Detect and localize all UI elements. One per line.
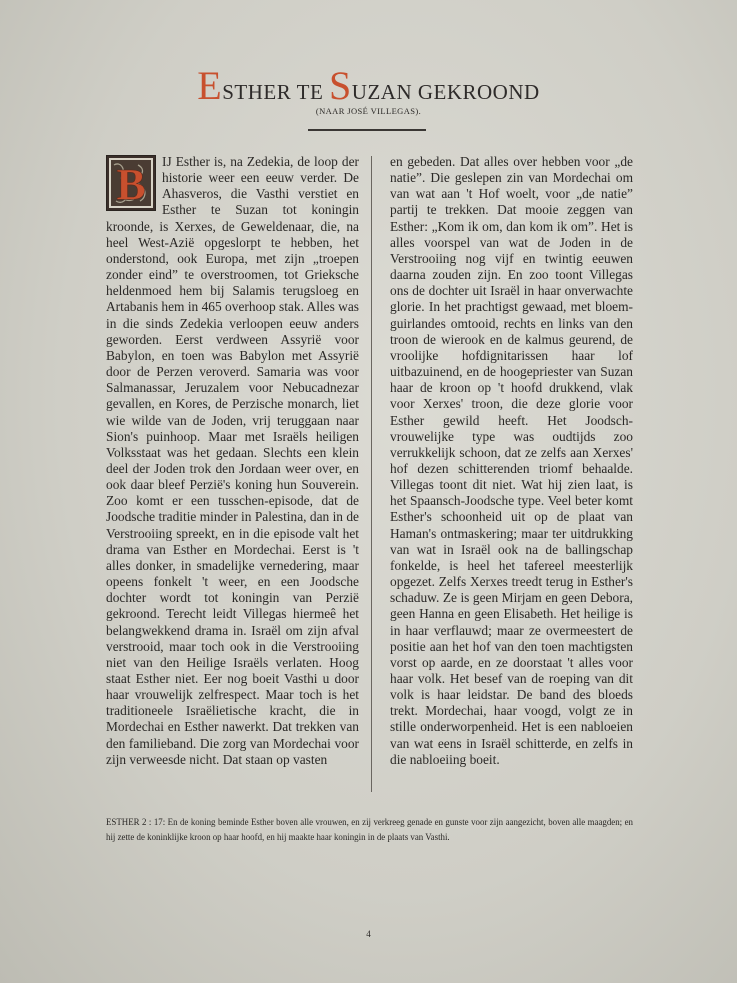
illuminated-initial-icon <box>106 155 156 211</box>
title-text-part2: UZAN GEKROOND <box>351 80 540 104</box>
title-initial-e: E <box>197 63 223 108</box>
right-column <box>390 154 633 768</box>
initial-letter: B <box>116 160 146 209</box>
left-column-text: IJ Esther is, na Zedekia, de loop der historie weer een eeuw verder. De Ahasveros, die Vasthi verstiet en Esther te Suzan tot koningin kroonde, is Xerxes, de Geweldenaar, die, na heel West-Azië opgeslorpt te hebben, het onderstond, ook Europa, met zijn „troepen zonder eind” te overstroomen, tot Grieksche heldenmoed hem bij Salamis terugsloeg en Artabanis hem in 465 overhoop stak. Alles was in die sinds Zedekia verloopen eeuw anders geworden. Eerst verdween Assyrië voor Babylon, en toen was Babylon met Assyrië door de Perzen veroverd. Samaria was voor Salmanassar, Jeruzalem voor Nebucadnezar gevallen, en Kores, de Perzische monarch, liet wie wilde van de Joden, vrij teruggaan naar Sion's puinhoop. Maar met Israëls heiligen Volksstaat was het gedaan. Slechts een klein deel der Joden trok den Jordaan weer over, en ook daar bleef Perzië's koning hun Souverein. Zoo komt er een tusschen-episode, dat de Joodsche traditie minder in Palestina, dan in de Verstrooiing spreekt, en in die episode valt het drama van Esther en Mordechai. Eerst is 't alles donker, in smadelijke vernedering, maar opeens fonkelt 't weer, en een Joodsche dochter wordt tot koningin van Perzië gekroond. Terecht leidt Villegas hiermeê het belangwekkend drama in. Israël om zijn afval verstrooid, maar toch ook in die Verstrooiing niet van den Heilige Israëls verlaten. Hoog staat Esther niet. Eer nog boeit Vasthi u door haar vrouwelijk zelfrespect. Maar toch is het traditioneele Israëlietische kracht, die in Mordechai en Esther nawerkt. Dat trekken van den familieband. Die zorg van Mordechai voor zijn verweesde nicht. Dat staan op vasten <box>106 154 359 767</box>
column-divider <box>371 156 372 792</box>
page-subtitle: (NAAR JOSÉ VILLEGAS). <box>315 106 422 116</box>
title-rule <box>308 129 426 131</box>
right-column-text: en gebeden. Dat alles over hebben voor „de natie”. Die geslepen zin van Mordechai om van wat aan 't Hof woelt, voor „de natie” partij te trekken. Dat mooie zeggen van Esther: „Kom ik om, dan kom ik om”. Het is alles voorspel van wat de Joden in de Verstrooiing nog vijf en twintig eeuwen daarna zouden zijn. En zoo toont Villegas ons de dochter uit Israël in haar onverwachte glorie. In het prachtigst gewaad, met bloem-guirlandes omtooid, rechts en links van den troon de wierook en de kalmus geurend, de vroolijke hofdignitarissen haar lof uitbazuinend, en de hoogepriester van Suzan haar de kroon op 't hoofd drukkend, vlak voor Xerxes' troon, die deze glorie voor Esther gewild heeft. Het Joodsch-vrouwelijke type was oudtijds zoo verrukkelijk schoon, dat ze zelfs aan Xerxes' hof dezen schitterenden triomf behaalde. Villegas toont dit niet. Wat hij zien laat, is het Spaansch-Joodsche type. Veel beter komt Esther's schoonheid uit op de plaat van Haman's ontmaskering; maar ter uitdrukking van wat in Israël ook na de ballingschap fonkelde, is heel het tafereel meesterlijk opgezet. Zelfs Xerxes treedt terug in Esther's schaduw. Ze is geen Mirjam en geen Debora, geen Hanna en geen Elisabeth. Het heilige is in haar verflauwd; maar ze overmeestert de positie aan het hof van den toen machtigsten vorst op aarde, en ze doorstaat 't alles voor haar volk. Het besef van de roeping van dit volk is haar leidstar. De band des bloeds trekt. Mordechai, haar voogd, volgt ze in stille onderworpenheid. Het is een nabloeien van wat eens in Israël schitterde, en zelfs in die nabloeiing boeit. <box>390 154 633 767</box>
scripture-footnote: ESTHER 2 : 17: En de koning beminde Esther boven alle vrouwen, en zij verkreeg genade en gunste voor zijn aangezicht, boven alle maagden; en hij zette de koninklijke kroon op haar hoofd, en hij maakte haar koningin in de plaats van Vasthi. <box>106 817 633 842</box>
page-title <box>0 62 737 109</box>
left-column <box>106 154 359 768</box>
page-number: 4 <box>366 929 371 939</box>
title-initial-s: S <box>329 63 352 108</box>
title-text-part1: STHER TE <box>222 80 330 104</box>
